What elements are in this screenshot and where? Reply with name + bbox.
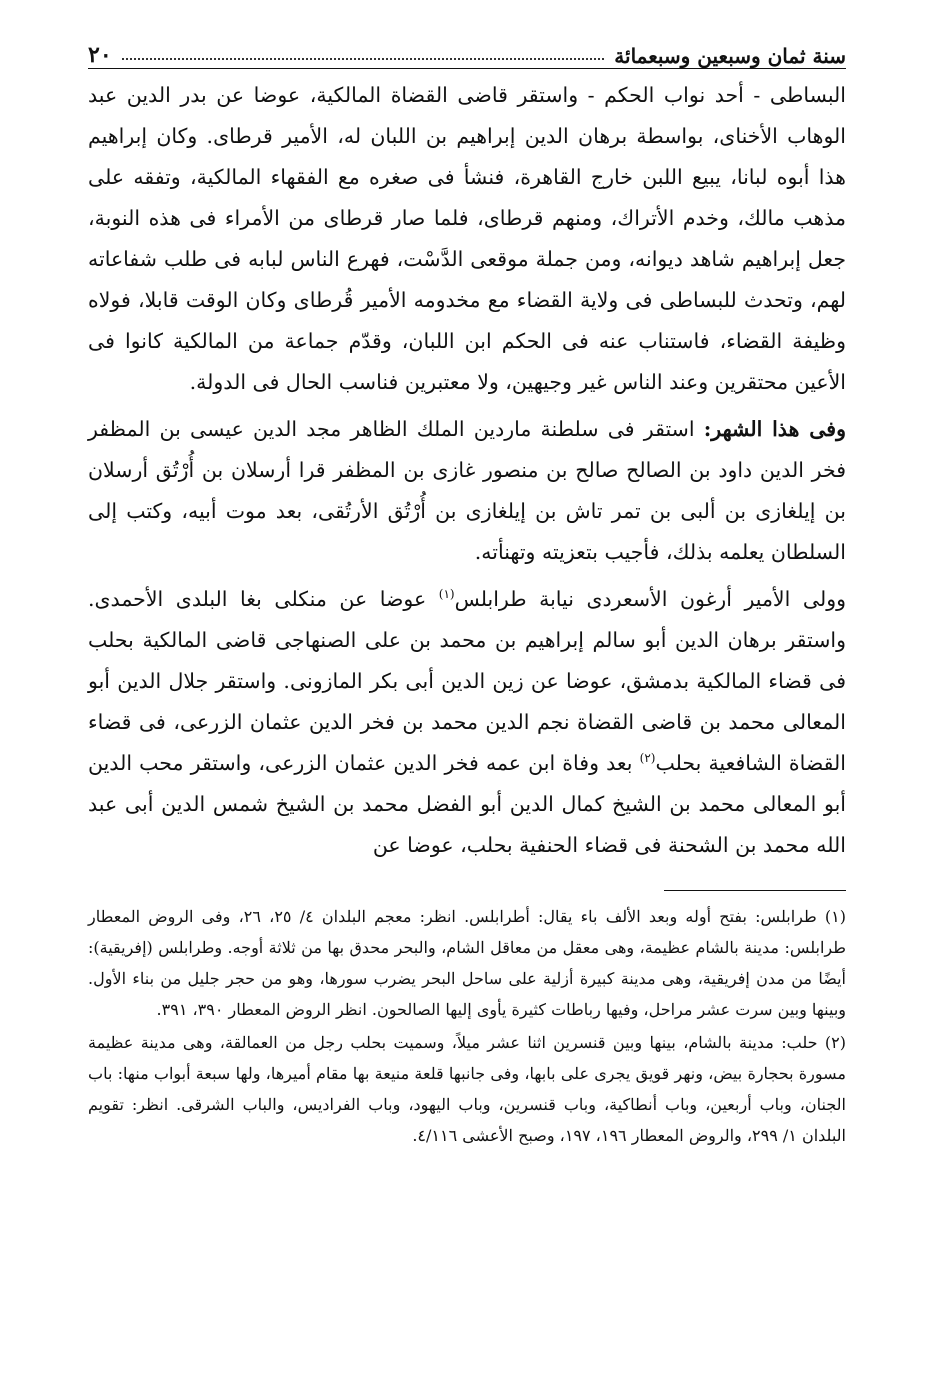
paragraph-text: وولى الأمير أرغون الأسعردى نيابة طرابلس — [454, 587, 846, 611]
paragraph — [88, 75, 846, 403]
footnotes — [88, 901, 846, 1151]
footnote-marker: (٢) — [639, 751, 656, 766]
paragraph-lead: وفى هذا الشهر: — [703, 417, 846, 441]
footnote: (١) طرابلس: بفتح أوله وبعد الألف باء يقال: أطرابلس. انظر: معجم البلدان ٤/ ٢٥، ٢٦، وفى الروض المعطار طرابلس: مدينة بالشام عظيمة، وهى معقل من معاقل الشام، والبحر محدق بها من ثلاثة أوجه. وطرابلس (إفريقية): أيضًا من مدن إفريقية، وهى مدينة كبيرة أزلية على ساحل البحر يضرب سورها، وهو من حجر جليل من بناء الأول. وبينها وبين سرت عشر مراحل، وفيها رباطات كثيرة يأوى إليها الصالحون. انظر الروض المعطار ٣٩٠، ٣٩١. — [88, 907, 847, 1019]
paragraph-text: البساطى - أحد نواب الحكم - واستقر قاضى القضاة المالكية، عوضا عن بدر الدين عبد الوهاب الأخناى، بواسطة برهان الدين إبراهيم بن اللبان له، الأمير قرطاى. وكان إبراهيم هذا أبوه لبانا، يبيع اللبن خارج القاهرة، فنشأ فى صغره مع الفقهاء المالكية، وتفقه على مذهب مالك، وخدم الأتراك، ومنهم قرطاى، فلما صار قرطاى من الأمراء فى هذه النوبة، جعل إبراهيم شاهد ديوانه، ومن جملة موقعى الدَّسْت، فهرع الناس لبابه فى طلب شفاعاته لهم، وتحدث للبساطى فى ولاية القضاء مع مخدومه الأمير قُرطاى وكان الوقت قابلا، فولاه وظيفة القضاء، فاستناب عنه فى الحكم ابن اللبان، وقدّم جماعة من المالكية كانوا فى الأعين محتقرين وعند الناس غير وجيهين، ولا معتبرين فناسب الحال فى الدولة. — [88, 83, 846, 394]
paragraph — [88, 409, 846, 573]
running-header — [88, 32, 846, 69]
paragraph-text: بعد وفاة ابن عمه فخر الدين عثمان الزرعى، واستقر محب الدين أبو المعالى محمد بن الشيخ كمال الدين أبو الفضل محمد بن الشيخ شمس الدين أبى عبد الله محمد بن الشحنة فى قضاء الحنفية بحلب، عوضا عن — [88, 751, 846, 857]
page-number: ٢٠ — [88, 42, 112, 68]
footnote-separator — [664, 890, 846, 891]
paragraph — [88, 579, 846, 866]
header-leader-dots — [122, 58, 605, 60]
main-text — [88, 75, 846, 866]
footnote-marker: (١) — [438, 587, 455, 602]
footnote: (٢) حلب: مدينة بالشام، بينها وبين قنسرين اثنا عشر ميلاً، وسميت بحلب رجل من العمالقة، وهى مدينة عظيمة مسورة بحجارة بيض، ونهر قويق يجرى على بابها، وفى جانبها قلعة منيعة بها مقام أميرها، ولها سبعة أبواب منها: باب الجنان، وباب أربعين، وباب أنطاكية، وباب قنسرين، وباب اليهود، وباب الفراديس، والباب الشرقى. انظر: تقويم البلدان ١/ ٢٩٩، والروض المعطار ١٩٦، ١٩٧، وصبح الأعشى ٤/١١٦. — [88, 1033, 846, 1145]
paragraph-text: عوضا عن منكلى بغا البلدى الأحمدى. واستقر برهان الدين أبو سالم إبراهيم بن محمد بن على الصنهاجى قاضى المالكية بحلب فى قضاء المالكية بدمشق، عوضا عن زين الدين أبى بكر المازونى. واستقر جلال الدين أبو المعالى محمد بن قاضى القضاة نجم الدين محمد بن فخر الدين عثمان الزرعى، فى قضاء القضاة الشافعية بحلب — [88, 587, 846, 775]
paragraph-text: استقر فى سلطنة ماردين الملك الظاهر مجد الدين عيسى بن المظفر فخر الدين داود بن الصالح صالح بن منصور غازى بن المظفر قرا أرسلان بن أُرْتُق أرسلان بن إيلغازى بن ألبى بن تمر تاش بن إيلغازى بن أُرْتُق الأرتُقى، بعد موت أبيه، وكتب إلى السلطان يعلمه بذلك، فأجيب بتعزيته وتهنأته. — [88, 417, 846, 564]
book-page — [88, 32, 846, 1151]
running-title: سنة ثمان وسبعين وسبعمائة — [614, 44, 846, 68]
